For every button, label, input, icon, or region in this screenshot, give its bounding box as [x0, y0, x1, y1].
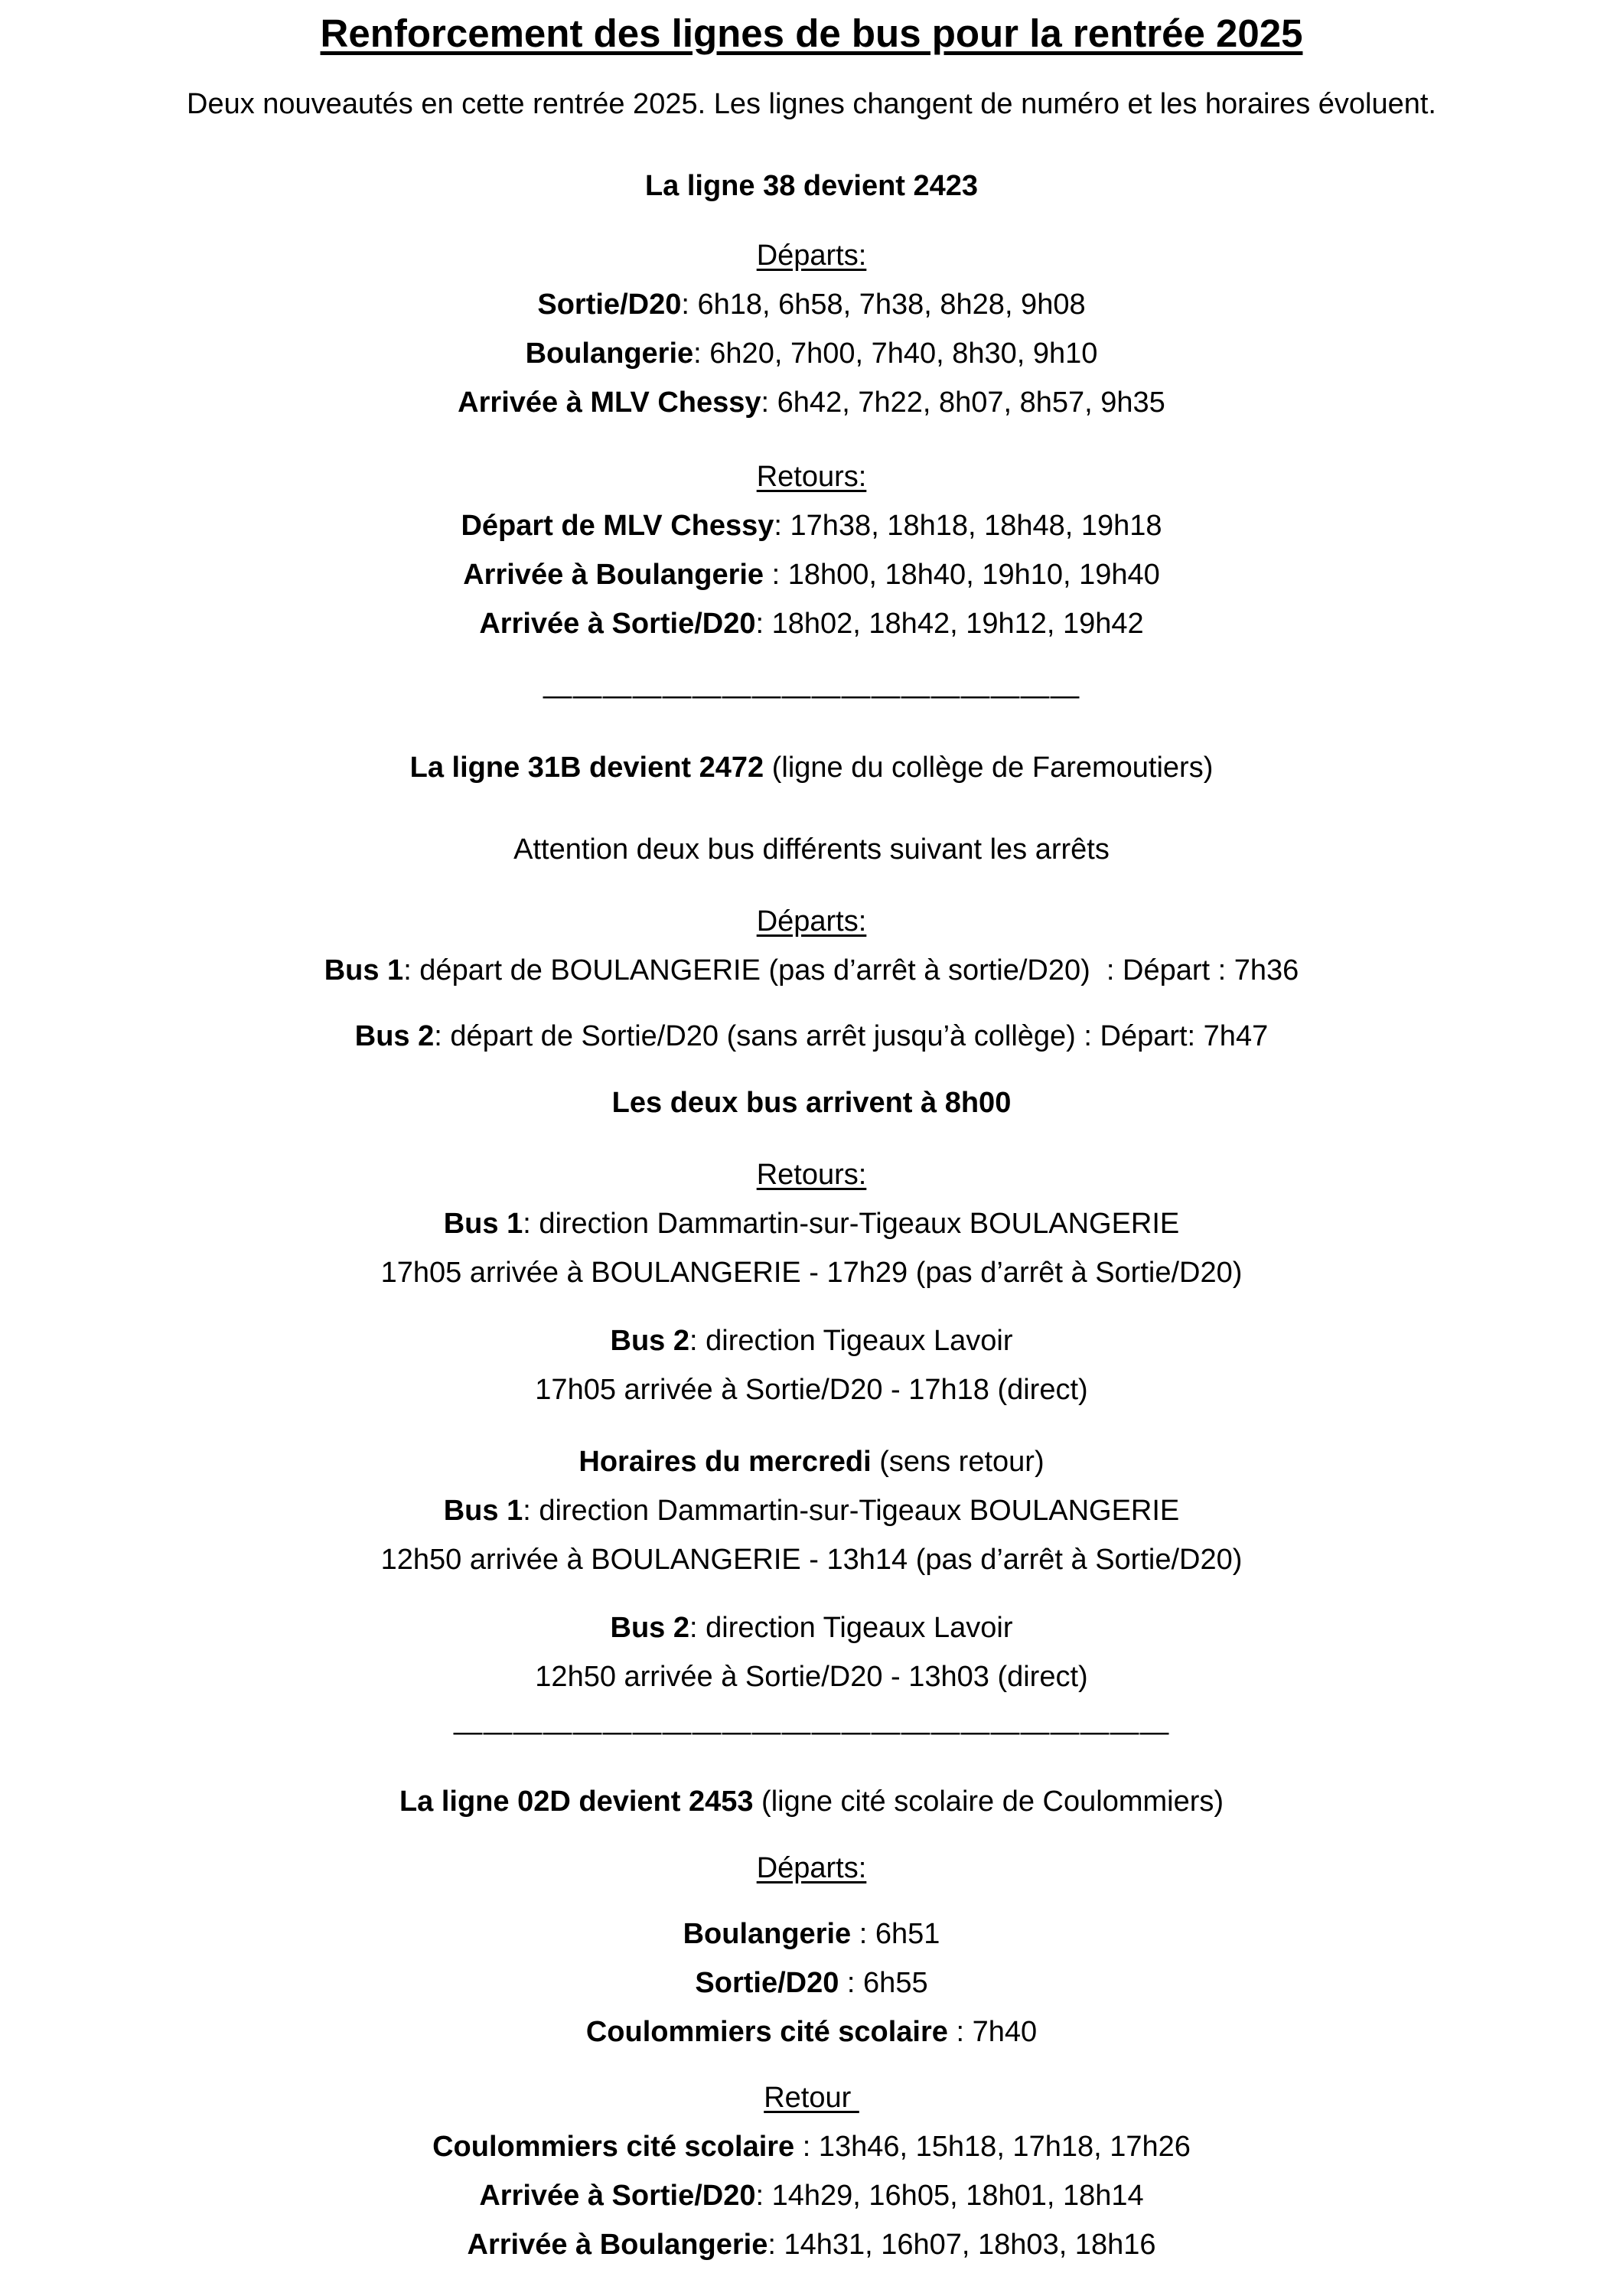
line-2423-departs-label: Départs: — [756, 240, 867, 272]
line-2423-retours-label: Retours: — [756, 461, 867, 493]
line-2453-heading: La ligne 02D devient 2453 (ligne cité scolaire de Coulommiers) — [399, 1786, 1224, 1818]
separator: ———————————————————————— — [453, 1716, 1170, 1748]
line-2472-bus1-depart: Bus 1: départ de BOULANGERIE (pas d’arrêt à sortie/D20) : Départ : 7h36 — [324, 954, 1299, 987]
line-2472-ret-bus2-dir: Bus 2: direction Tigeaux Lavoir — [610, 1325, 1013, 1357]
line-2472-arrival: Les deux bus arrivent à 8h00 — [611, 1087, 1012, 1119]
line-2472-wed-bus1-times: 12h50 arrivée à BOULANGERIE - 13h14 (pas d’arrêt à Sortie/D20) — [380, 1544, 1243, 1576]
line-2472-attention: Attention deux bus différents suivant les arrêts — [513, 833, 1110, 866]
line-2423-depart-row: Arrivée à MLV Chessy: 6h42, 7h22, 8h07, 8h57, 9h35 — [458, 386, 1165, 419]
line-2472-ret-bus2-times: 17h05 arrivée à Sortie/D20 - 17h18 (direct) — [535, 1374, 1088, 1406]
line-2453-depart-row: Boulangerie : 6h51 — [683, 1918, 940, 1950]
line-2423-retour-row: Arrivée à Boulangerie : 18h00, 18h40, 19h10, 19h40 — [463, 559, 1160, 591]
line-2472-ret-bus1-dir: Bus 1: direction Dammartin-sur-Tigeaux BOULANGERIE — [443, 1208, 1180, 1240]
line-2453-retour-label: Retour — [764, 2082, 859, 2114]
intro-text: Deux nouveautés en cette rentrée 2025. Les lignes changent de numéro et les horaires évoluent. — [187, 88, 1436, 120]
line-2472-wed-bus2-times: 12h50 arrivée à Sortie/D20 - 13h03 (direct) — [535, 1661, 1088, 1693]
line-2423-retour-row: Arrivée à Sortie/D20: 18h02, 18h42, 19h12, 19h42 — [479, 608, 1144, 640]
line-2472-departs-label: Départs: — [756, 905, 867, 938]
line-2472-bus2-depart: Bus 2: départ de Sortie/D20 (sans arrêt jusqu’à collège) : Départ: 7h47 — [354, 1020, 1269, 1052]
line-2472-ret-bus1-times: 17h05 arrivée à BOULANGERIE - 17h29 (pas d’arrêt à Sortie/D20) — [380, 1257, 1243, 1289]
line-2472-wed-bus2-dir: Bus 2: direction Tigeaux Lavoir — [610, 1612, 1013, 1644]
line-2453-retour-row: Arrivée à Boulangerie: 14h31, 16h07, 18h03, 18h16 — [467, 2229, 1156, 2261]
line-2423-heading: La ligne 38 devient 2423 — [644, 170, 979, 202]
line-2423-depart-row: Sortie/D20: 6h18, 6h58, 7h38, 8h28, 9h08 — [537, 289, 1086, 321]
separator: —————————————————— — [543, 680, 1080, 712]
line-2472-wed-bus1-dir: Bus 1: direction Dammartin-sur-Tigeaux BOULANGERIE — [443, 1495, 1180, 1527]
line-2453-retour-row: Arrivée à Sortie/D20: 14h29, 16h05, 18h01, 18h14 — [479, 2180, 1144, 2212]
line-2453-depart-row: Sortie/D20 : 6h55 — [695, 1967, 928, 1999]
line-2423-retour-row: Départ de MLV Chessy: 17h38, 18h18, 18h48, 19h18 — [461, 510, 1162, 542]
line-2453-depart-row: Coulommiers cité scolaire : 7h40 — [585, 2016, 1038, 2048]
line-2453-retour-row: Coulommiers cité scolaire : 13h46, 15h18, 17h18, 17h26 — [432, 2131, 1191, 2163]
line-2472-wednesday-heading: Horaires du mercredi (sens retour) — [578, 1446, 1045, 1478]
page-title: Renforcement des lignes de bus pour la rentrée 2025 — [320, 11, 1303, 55]
line-2423-depart-row: Boulangerie: 6h20, 7h00, 7h40, 8h30, 9h10 — [525, 338, 1098, 370]
line-2453-departs-label: Départs: — [756, 1852, 867, 1884]
line-2472-retours-label: Retours: — [756, 1159, 867, 1191]
line-2472-heading: La ligne 31B devient 2472 (ligne du collège de Faremoutiers) — [409, 752, 1214, 784]
